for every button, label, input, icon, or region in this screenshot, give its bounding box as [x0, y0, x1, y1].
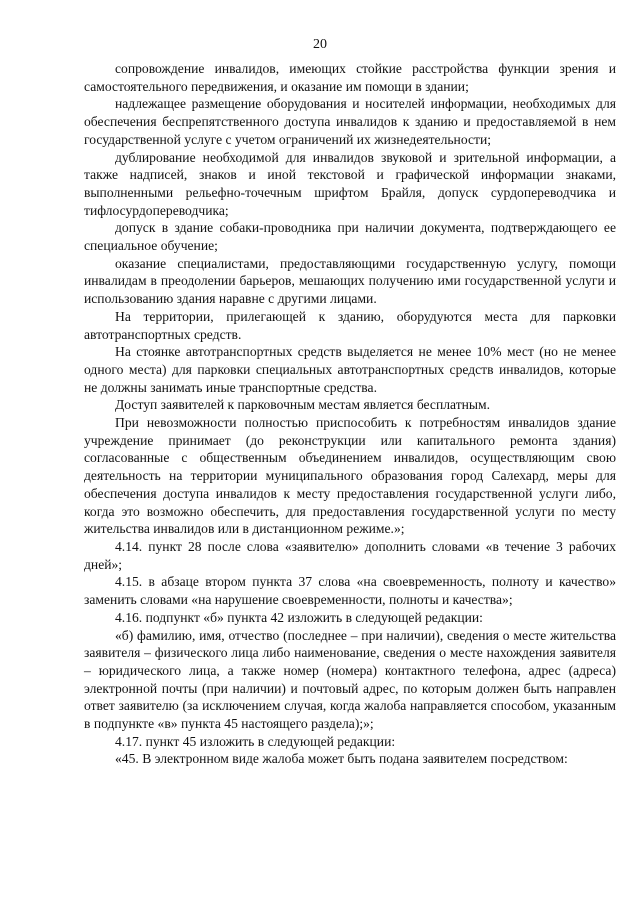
paragraph: 4.16. подпункт «б» пункта 42 изложить в следующей редакции: [115, 609, 483, 625]
page-number: 20 [313, 37, 327, 52]
paragraph: допуск в здание собаки-проводника при наличии документа, подтверждающего ее специальное обучение; [84, 220, 616, 254]
paragraph: оказание специалистами, предоставляющими государственную услугу, помощи инвалидам в преодолении барьеров, мешающих получению ими государственной услуги и использованию здания наравне с другими лицами. [84, 255, 616, 307]
paragraph: сопровождение инвалидов, имеющих стойкие расстройства функции зрения и самостоятельного передвижения, и оказание им помощи в здании; [84, 61, 616, 94]
document-body [84, 60, 616, 768]
paragraph: На стоянке автотранспортных средств выделяется не менее 10% мест (но не менее одного места) для парковки специальных автотранспортных средств инвалидов, которые не должны занимать иные транспортные средства. [84, 344, 616, 395]
paragraph: надлежащее размещение оборудования и носителей информации, необходимых для обеспечения беспрепятственного доступа инвалидов к зданию и предоставляемой в нем государственной услуге с учетом ограничений их жизнедеятельности; [84, 96, 616, 147]
paragraph: 4.14. пункт 28 после слова «заявителю» дополнить словами «в течение 3 рабочих дней»; [84, 538, 616, 572]
paragraph: 4.17. пункт 45 изложить в следующей редакции: [115, 733, 396, 749]
paragraph: «45. В электронном виде жалоба может быть подана заявителем посредством: [115, 751, 568, 767]
paragraph: При невозможности полностью приспособить к потребностям инвалидов здание учреждение принимает (до реконструкции или капитального ремонта здания) согласованные с общественным объединением инвалидов, осуществляющим свою деятельность на территории муниципального образования город Салехард, меры для обеспечения доступа инвалидов к месту предоставления государственной услуги либо, когда это возможно обеспечить, для предоставления государственной услуги по месту жительства инвалидов или в дистанционном режиме.»; [84, 415, 616, 537]
paragraph: дублирование необходимой для инвалидов звуковой и зрительной информации, а также надписей, знаков и иной текстовой и графической информации знаками, выполненными рельефно-точечным шрифтом Брайля, допуск сурдопереводчика и тифлосурдопереводчика; [84, 149, 616, 218]
paragraph: На территории, прилегающей к зданию, оборудуются места для парковки автотранспортных средств. [84, 308, 616, 342]
paragraph: 4.15. в абзаце втором пункта 37 слова «на своевременность, полноту и качество» заменить словами «на нарушение своевременности, полноты и качества»; [84, 574, 616, 608]
paragraph: «б) фамилию, имя, отчество (последнее – при наличии), сведения о месте жительства заявителя – физического лица либо наименование, сведения о месте нахождения заявителя – юридического лица, а также номер (номера) контактного телефона, адрес (адреса) электронной почты (при наличии) и почтовый адрес, по которым должен быть направлен ответ заявителю (за исключением случая, когда жалоба направляется способом, указанным в подпункте «в» пункта 45 настоящего раздела);»; [84, 627, 616, 732]
paragraph: Доступ заявителей к парковочным местам является бесплатным. [115, 397, 491, 413]
